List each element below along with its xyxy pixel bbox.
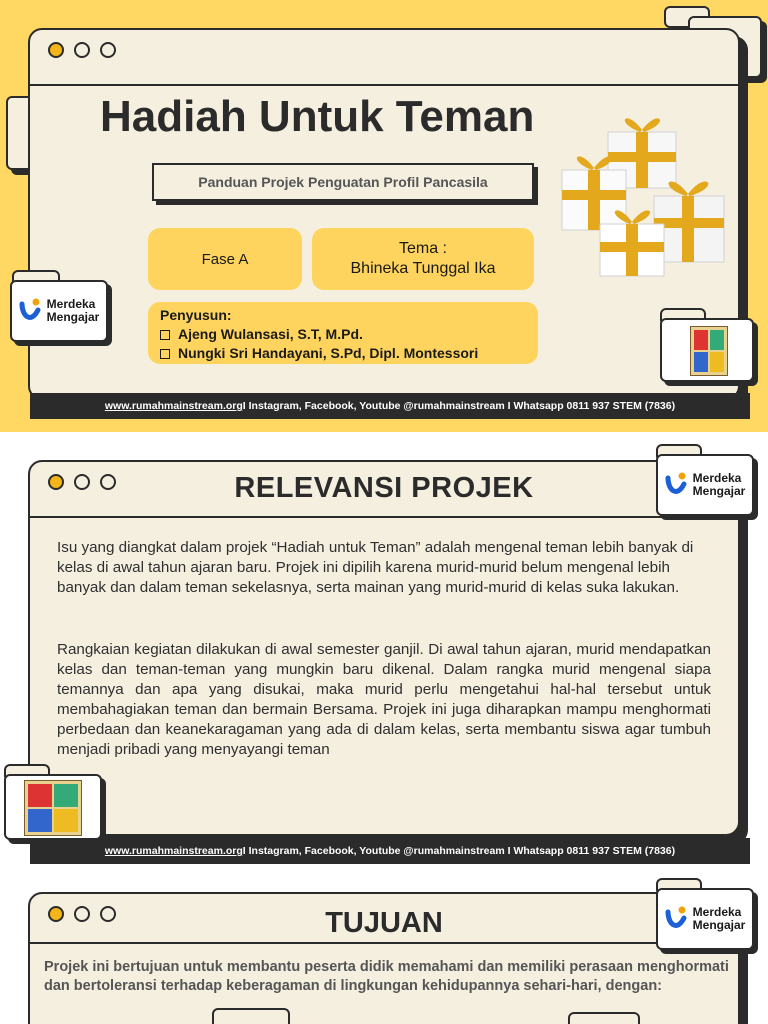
footer-contacts: I Instagram, Facebook, Youtube @rumahmainstream I Whatsapp 0811 937 STEM (7836) <box>242 400 676 412</box>
merdeka-mengajar-logo <box>10 280 108 342</box>
window-titlebar <box>30 30 738 86</box>
mengajar-text: Mengajar <box>46 310 100 324</box>
window-dot-icon <box>48 42 64 58</box>
penyusun-pill <box>148 302 538 364</box>
page-title: Hadiah Untuk Teman <box>100 92 535 141</box>
rumah-main-logo <box>660 318 754 382</box>
tema-label: Tema : <box>398 240 447 257</box>
footer-bar <box>30 838 750 864</box>
mengajar-text: Mengajar <box>692 484 746 498</box>
author-item <box>160 325 363 344</box>
fase-label: Fase A <box>201 250 249 268</box>
website-link[interactable]: www.rumahmainstream.org <box>104 400 243 412</box>
author-name: Ajeng Wulansasi, S.T, M.Pd. <box>178 326 363 342</box>
merdeka-mengajar-logo <box>656 454 754 516</box>
rumah-main-logo <box>4 774 102 840</box>
folder-tab <box>212 1008 290 1024</box>
fase-pill <box>148 228 302 290</box>
merdeka-text: Merdeka <box>692 471 742 485</box>
tema-pill <box>312 228 534 290</box>
merdeka-logo-inner <box>665 904 746 934</box>
rumah-main-logo-icon <box>690 326 728 376</box>
relevansi-paragraph-2: Rangkaian kegiatan dilakukan di awal semester ganjil. Di awal tahun ajaran, murid mendapatkan kelas dan teman-teman yang mungkin baru dikenal. Dalam rangka murid mengenal siapa temannya dan apa yang disukai, maka murid perlu mengetahui hal-hal tersebut untuk membahagiakan teman dan bermain Bersama. Projek ini juga diharapkan mampu menghormati perbedaan dan keanekaragaman yang ada di dalam kelas, serta membantu siswa agar tumbuh menjadi pribadi yang menyayangi teman <box>57 641 711 758</box>
relevansi-paragraph-1: Isu yang diangkat dalam projek “Hadiah untuk Teman” adalah mengenal teman lebih banyak di kelas di awal tahun ajaran baru. Projek ini dipilih karena murid-murid belum mengenal lebih banyak dan dalam teman sekelasnya, serta mainan yang murid-murid di kelas suka lakukan. <box>57 539 694 596</box>
footer-bar <box>30 393 750 419</box>
slide-tujuan <box>0 872 768 1024</box>
author-item <box>160 344 478 363</box>
website-link[interactable]: www.rumahmainstream.org <box>104 845 243 857</box>
mengajar-text: Mengajar <box>692 918 746 932</box>
section-title: RELEVANSI PROJEK <box>234 472 534 504</box>
merdeka-logo-inner <box>19 296 100 326</box>
merdeka-mengajar-logo <box>656 888 754 950</box>
window-dot-icon <box>74 42 90 58</box>
slide-relevansi <box>0 432 768 872</box>
tujuan-paragraph: Projek ini bertujuan untuk membantu peserta didik memahami dan memiliki perasaan menghormati dan bertoleransi terhadap keberagaman di lingkungan kehidupannya sehari-hari, dengan: <box>44 959 729 994</box>
window-dot-icon <box>100 42 116 58</box>
merdeka-logo-inner <box>665 470 746 500</box>
subtitle-box: Panduan Projek Penguatan Profil Pancasila <box>152 163 534 201</box>
tema-value: Bhineka Tunggal Ika <box>350 260 496 277</box>
footer-contacts: I Instagram, Facebook, Youtube @rumahmainstream I Whatsapp 0811 937 STEM (7836) <box>242 845 676 857</box>
rumah-main-logo-icon <box>24 780 82 836</box>
checkbox-icon <box>160 330 170 340</box>
checkbox-icon <box>160 349 170 359</box>
merdeka-text: Merdeka <box>46 297 96 311</box>
author-name: Nungki Sri Handayani, S.Pd, Dipl. Montessori <box>178 345 479 361</box>
section-title: TUJUAN <box>325 907 443 939</box>
gift-boxes-icon <box>556 100 736 280</box>
folder-tab <box>568 1012 640 1024</box>
merdeka-logo-icon <box>665 904 687 934</box>
penyusun-label: Penyusun: <box>160 307 232 323</box>
merdeka-logo-icon <box>665 470 687 500</box>
slide-cover <box>0 0 768 432</box>
window-dots <box>48 42 116 58</box>
merdeka-logo-icon <box>19 296 41 326</box>
merdeka-text: Merdeka <box>692 905 742 919</box>
